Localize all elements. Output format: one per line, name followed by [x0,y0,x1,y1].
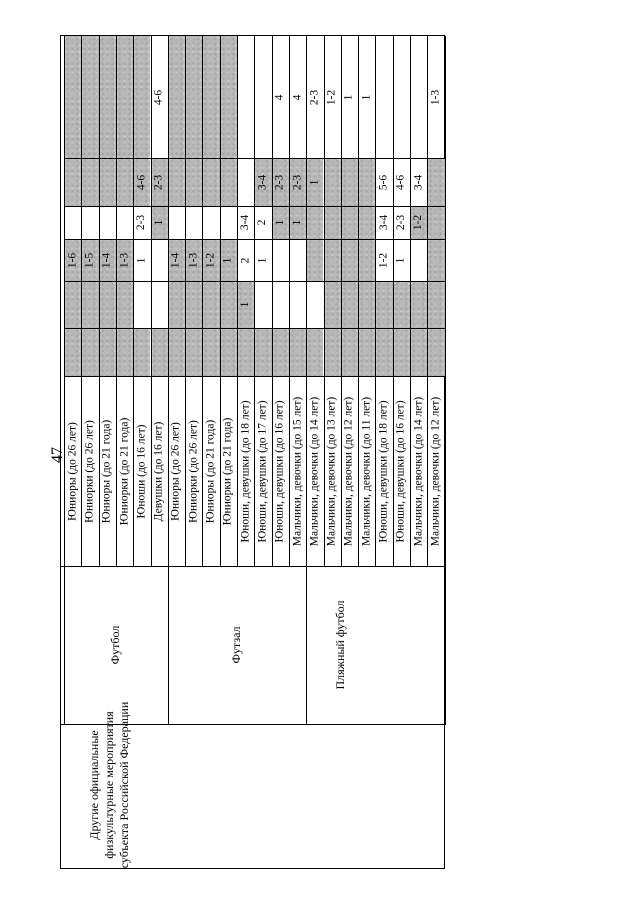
placement-value: 1-2 [325,89,338,105]
value-cell [341,281,358,328]
value-cell [151,328,168,376]
age-group-label: Девушки (до 16 лет) [152,421,165,521]
sport-label: Футбол [107,625,122,665]
value-cell [185,206,202,239]
value-cell [393,206,410,239]
value-cell [306,281,323,328]
value-cell [375,158,392,206]
value-cell [116,328,133,376]
placement-value: 3-4 [239,214,252,231]
value-cell [202,36,219,158]
placement-value: 1-4 [169,252,182,268]
value-cell [306,206,323,239]
value-cell [324,158,341,206]
value-cell [393,158,410,206]
age-group-label: Юноши, девушки (до 16 лет) [394,399,407,543]
value-cell [116,36,133,158]
value-cell [237,328,254,376]
value-cell [237,36,254,158]
value-cell [220,239,237,281]
placement-value: 4-6 [152,89,165,105]
value-cell [81,206,98,239]
placement-value: 2-3 [273,174,286,190]
placement-value: 2-3 [308,89,321,105]
value-cell [151,36,168,158]
value-cell [410,36,427,158]
value-cell [324,328,341,376]
placement-value: 1 [256,257,269,263]
placement-value: 3-4 [377,214,390,231]
value-cell [81,328,98,376]
value-cell [393,328,410,376]
placement-value: 1 [291,219,304,226]
placement-value: 1 [152,219,165,226]
value-cell [133,239,150,281]
value-cell [341,206,358,239]
placement-value: 1-2 [204,252,217,268]
value-cell [99,206,116,239]
value-cell [324,36,341,158]
placement-value: 2-3 [135,214,148,231]
value-cell [358,36,375,158]
value-cell [393,239,410,281]
placement-value: 1 [394,257,407,263]
value-cell [81,158,98,206]
value-cell [81,36,98,158]
value-cell [237,206,254,239]
value-cell [99,158,116,206]
age-group-label: Мальчики, девочки (до 11 лет) [360,396,373,546]
age-group-label: Юниорки (до 21 года) [118,417,131,525]
value-cell [375,239,392,281]
value-cell [254,206,271,239]
value-cell [341,239,358,281]
value-cell [151,239,168,281]
value-cell [185,36,202,158]
ranking-table [60,35,445,869]
age-group-label: Мальчики, девочки (до 15 лет) [291,396,304,546]
value-cell [185,281,202,328]
placement-value: 2-3 [394,214,407,231]
age-group-label: Юноши, девушки (до 16 лет) [273,399,286,543]
value-cell [168,158,185,206]
value-cell [133,281,150,328]
placement-value: 2-3 [152,174,165,190]
age-group-label: Юноши, девушки (до 18 лет) [239,399,252,543]
age-group-label: Мальчики, девочки (до 12 лет) [342,396,355,546]
value-cell [185,328,202,376]
placement-value: 1-3 [429,89,442,105]
value-cell [289,206,306,239]
placement-value: 1 [360,94,373,100]
value-cell [358,328,375,376]
value-cell [168,206,185,239]
placement-value: 1 [239,301,252,308]
age-group-label: Юноши, девушки (до 17 лет) [256,399,269,543]
value-cell [254,239,271,281]
sport-label: Пляжный футбол [332,600,347,690]
placement-value: 5-6 [377,174,390,190]
value-cell [64,328,81,376]
value-cell [133,36,150,158]
page-number: 47 [49,447,66,463]
value-cell [341,328,358,376]
age-group-label: Юноши (до 16 лет) [135,424,148,518]
age-group-label: Юниорки (до 26 лет) [83,419,96,523]
age-group-label: Юниоры (до 26 лет) [66,421,79,521]
value-cell [410,158,427,206]
placement-value: 3-4 [412,174,425,190]
value-cell [99,239,116,281]
age-group-label: Юниоры (до 21 года) [100,419,113,523]
placement-value: 1-6 [66,252,79,268]
value-cell [375,281,392,328]
age-group-label: Мальчики, девочки (до 14 лет) [412,396,425,546]
value-cell [237,239,254,281]
value-cell [81,239,98,281]
value-cell [133,158,150,206]
value-cell [375,36,392,158]
sport-label: Футзал [229,626,243,664]
value-cell [341,158,358,206]
value-cell [116,206,133,239]
placement-value: 2-3 [291,174,304,190]
value-cell [185,239,202,281]
placement-value: 1 [342,94,355,100]
value-cell [64,281,81,328]
placement-value: 1-4 [100,252,113,268]
value-cell [151,281,168,328]
value-cell [116,239,133,281]
value-cell [341,36,358,158]
value-cell [220,281,237,328]
value-cell [168,281,185,328]
value-cell [220,328,237,376]
value-cell [99,328,116,376]
value-cell [427,36,444,158]
value-cell [272,158,289,206]
value-cell [289,239,306,281]
value-cell [324,281,341,328]
value-cell [375,206,392,239]
age-group-label: Юниоры (до 26 лет) [169,421,182,521]
value-cell [272,328,289,376]
value-cell [116,158,133,206]
value-cell [324,206,341,239]
value-cell [358,206,375,239]
value-cell [237,281,254,328]
value-cell [306,328,323,376]
placement-value: 1 [135,257,148,263]
placement-value: 4-6 [394,174,407,190]
value-cell [202,206,219,239]
value-cell [393,281,410,328]
section-label: Другие официальные физкультурные мероприятия субъекта Российской Федерации [87,701,131,869]
value-cell [358,281,375,328]
value-cell [306,239,323,281]
value-cell [272,281,289,328]
age-group-label: Юниорки (до 21 года) [221,417,234,525]
value-cell [133,206,150,239]
value-cell [99,36,116,158]
value-cell [202,158,219,206]
placement-value: 2 [256,219,269,226]
value-cell [185,158,202,206]
placement-value: 1-2 [377,252,390,268]
value-cell [254,328,271,376]
value-cell [306,158,323,206]
placement-value: 4 [273,94,286,100]
placement-value: 2 [239,257,252,263]
value-cell [393,36,410,158]
value-cell [306,36,323,158]
value-cell [410,206,427,239]
placement-value: 1 [308,179,321,185]
placement-value: 4 [291,94,304,100]
value-cell [410,328,427,376]
value-cell [358,158,375,206]
age-group-label: Юниорки (до 26 лет) [187,419,200,523]
value-cell [64,206,81,239]
value-cell [324,239,341,281]
value-cell [220,206,237,239]
value-cell [151,158,168,206]
value-cell [64,36,81,158]
placement-value: 1-3 [118,252,131,268]
value-cell [427,281,444,328]
value-cell [289,328,306,376]
value-cell [202,328,219,376]
value-cell [116,281,133,328]
value-cell [202,281,219,328]
value-cell [237,158,254,206]
value-cell [220,158,237,206]
value-cell [375,328,392,376]
placement-value: 1 [273,219,286,226]
value-cell [427,158,444,206]
value-cell [358,239,375,281]
value-cell [220,36,237,158]
value-cell [410,281,427,328]
placement-value: 4-6 [135,174,148,190]
value-cell [272,36,289,158]
placement-value: 1-3 [187,252,200,268]
value-cell [289,36,306,158]
value-cell [272,239,289,281]
value-cell [64,239,81,281]
value-cell [254,281,271,328]
value-cell [168,328,185,376]
age-group-label: Мальчики, девочки (до 13 лет) [325,396,338,546]
value-cell [254,158,271,206]
value-cell [254,36,271,158]
value-cell [168,239,185,281]
placement-value: 1-2 [412,214,425,231]
age-group-label: Юноши, девушки (до 18 лет) [377,399,390,543]
value-cell [168,36,185,158]
placement-value: 1 [221,257,234,263]
value-cell [81,281,98,328]
value-cell [151,206,168,239]
value-cell [427,206,444,239]
value-cell [133,328,150,376]
age-group-label: Юниоры (до 21 года) [204,419,217,523]
value-cell [289,158,306,206]
value-cell [410,239,427,281]
placement-value: 1-5 [83,252,96,268]
placement-value: 3-4 [256,174,269,190]
value-cell [427,328,444,376]
value-cell [427,239,444,281]
value-cell [99,281,116,328]
value-cell [272,206,289,239]
value-cell [202,239,219,281]
age-group-label: Мальчики, девочки (до 14 лет) [308,396,321,546]
age-group-label: Мальчики, девочки (до 12 лет) [429,396,442,546]
value-cell [64,158,81,206]
value-cell [289,281,306,328]
